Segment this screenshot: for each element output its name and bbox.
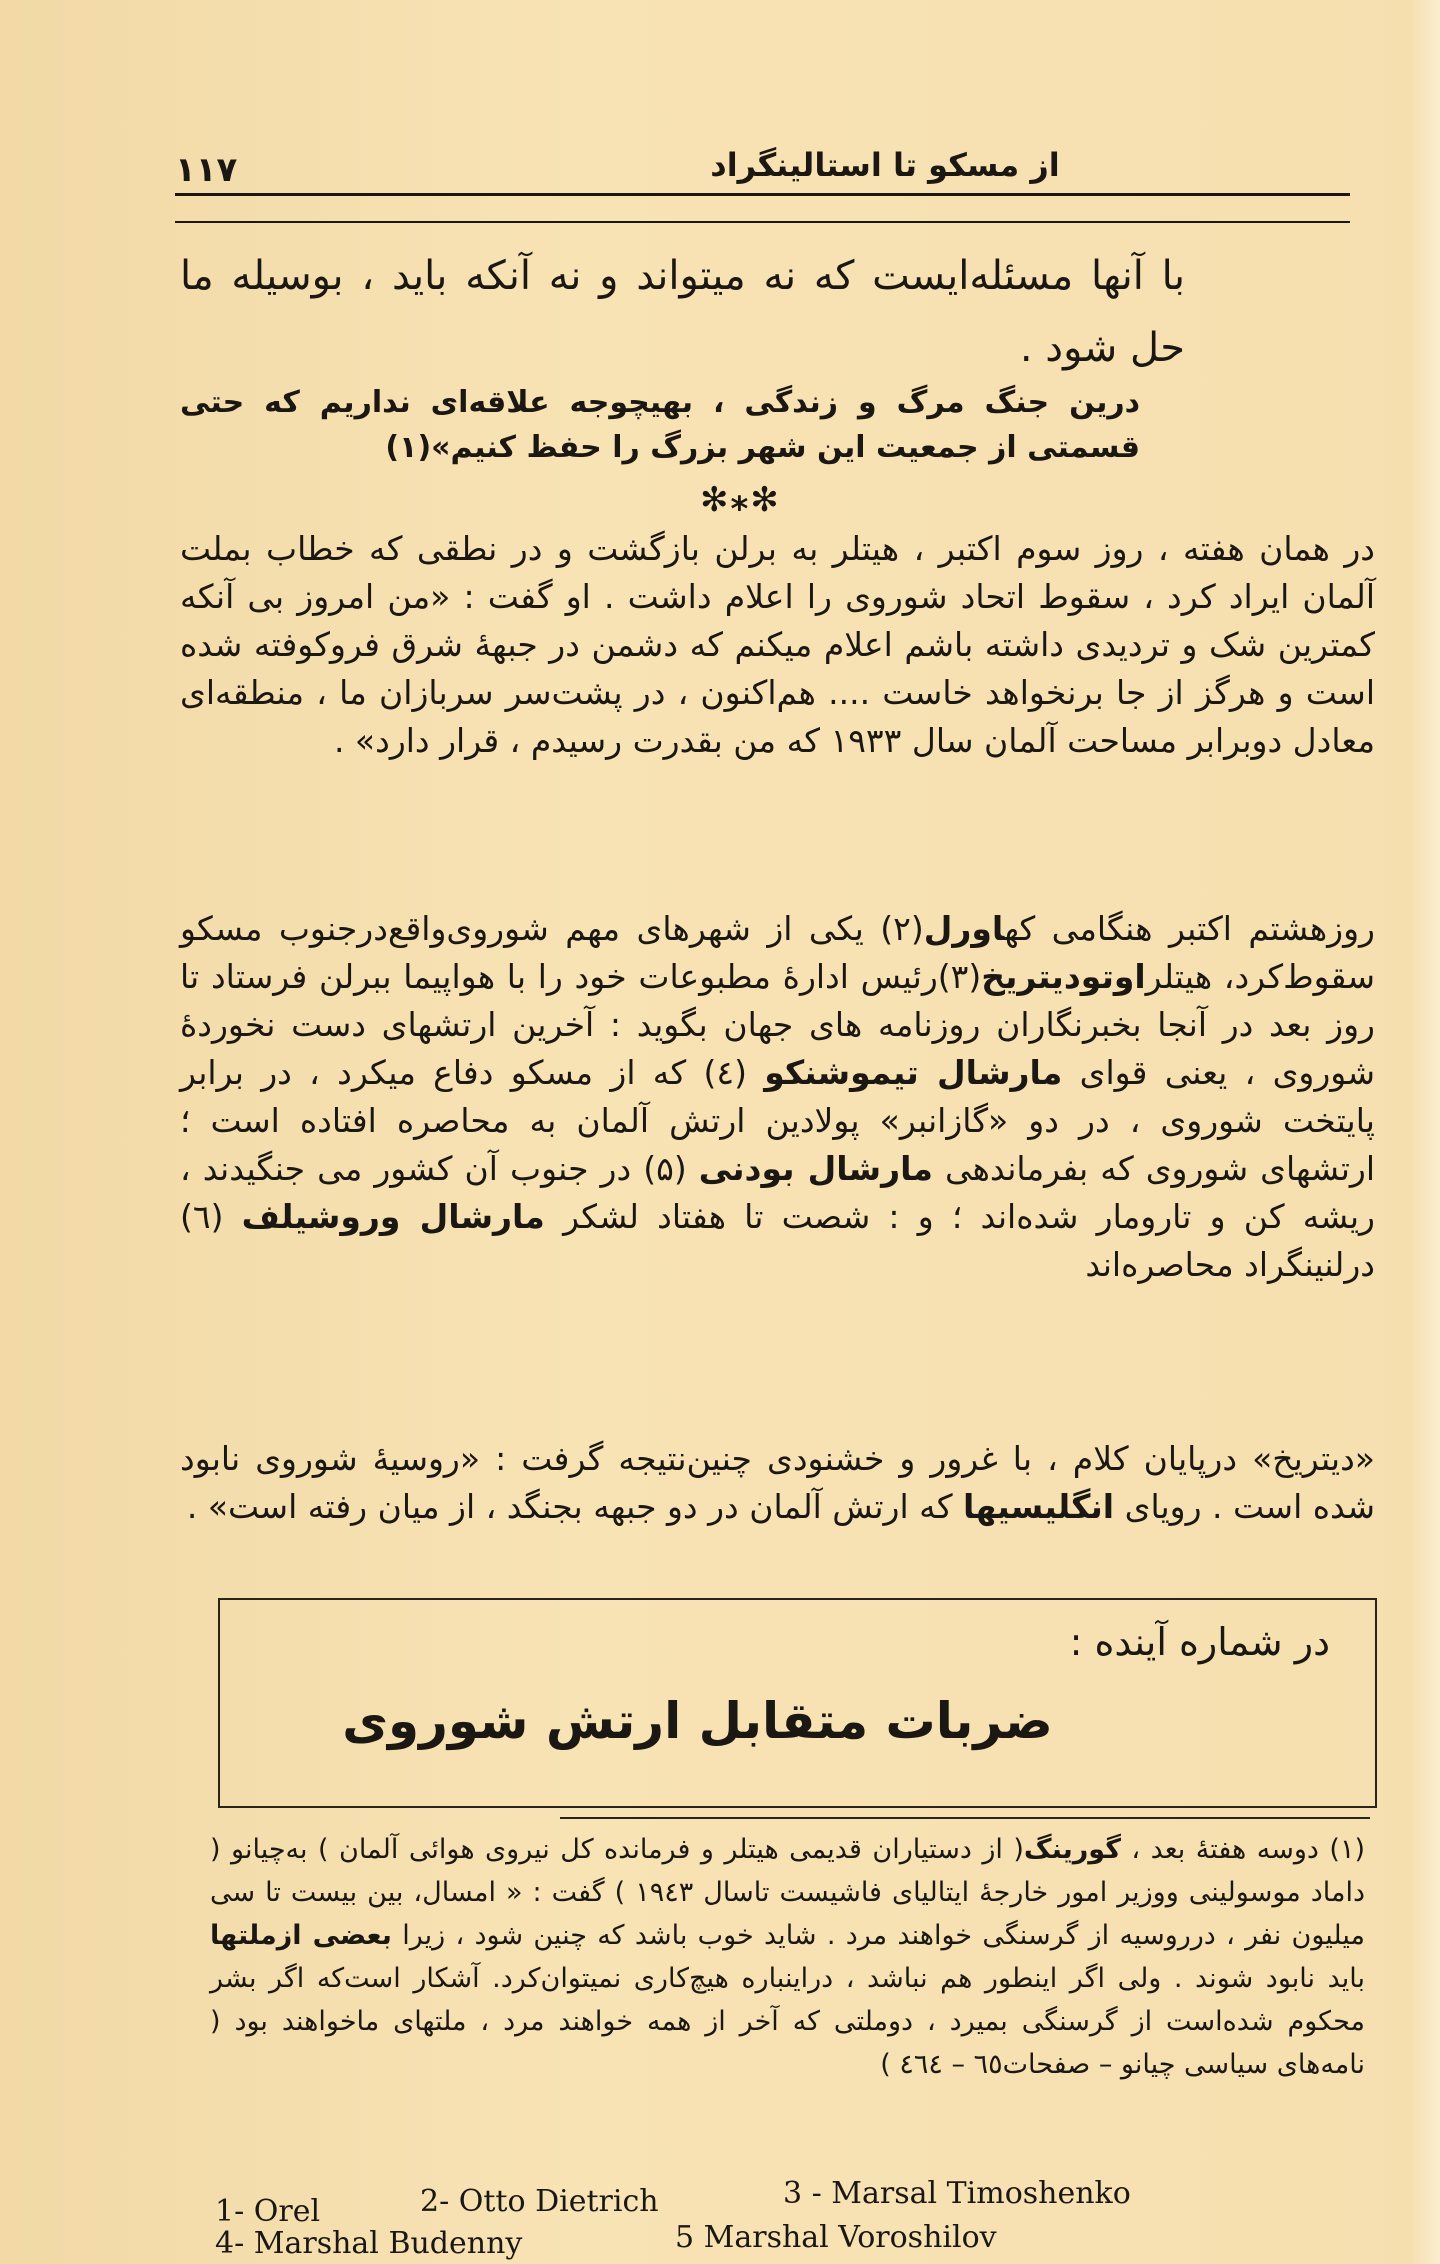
text-run: «دیتریخ» درپایان کلام ، با غرور و خشنودی چنین‌نتیجه گرفت : «روسیهٔ شوروی نابود شده است . رویای xyxy=(180,1439,1375,1526)
name-goering: گورینگ xyxy=(1023,1834,1121,1865)
name-dietrich: اوتودیتریخ xyxy=(981,957,1146,996)
text-run: ( از دستیاران قدیمی هیتلر و فرمانده کل نیروی هوائی آلمان ) به‌چیانو ( داماد موسولینی ووزیر امور خارجهٔ ایتالیای فاشیست تاسال ۱۹٤۳ ) گفت : « امسال، بین بیست تا سی میلیون نفر ، درروسیه از گرسنگی خواهند مرد . شاید خوب باشد که چنین شود ، زیرا xyxy=(210,1834,1365,1951)
next-issue-box xyxy=(218,1598,1377,1808)
text-run: (٤) که از مسکو دفاع میکرد ، در برابر پایتخت شوروی ، در دو «گازانبر» پولادین ارتش آلمان به محاصره افتاده است ؛ ارتشهای شوروی که بفرماندهی xyxy=(180,1053,1375,1188)
name-timoshenko: مارشال تیموشنکو xyxy=(764,1053,1063,1092)
paragraph-hitler-speech: در همان هفته ، روز سوم اکتبر ، هیتلر به برلن بازگشت و در نطقی که خطاب بملت آلمان ایراد کرد ، سقوط اتحاد شوروی را اعلام داشت . او گفت : «من امروز بی آنکه کمترین شک و تردیدی داشته باشم اعلام میکنم که دشمن در جبههٔ شرق فروکوفته شده است و هرگز از جا برنخواهد خاست .... هم‌اکنون ، در پشت‌سر سربازان ما ، منطقه‌ای معادل دوبرابر مساحت آلمان سال ۱۹۳۳ که من بقدرت رسیدم ، قرار دارد» . xyxy=(180,529,1375,760)
text-run: باید نابود شوند . ولی اگر اینطور هم نباشد ، دراینباره هیچ‌کاری نمیتوان‌کرد. آشکار است‌که اگر بشر محکوم شده‌است از گرسنگی بمیرد ، دوملتی که آخر از همه خواهند مرد ، ملتهای ماخواهند بود ( نامه‌های سیاسی چیانو – صفحات٦٥ – ٤٦٤ ) xyxy=(210,1963,1365,2080)
name-orel: اورل xyxy=(923,909,1005,948)
section-separator: ✻⁎✻ xyxy=(700,480,781,520)
reference-2: 2- Otto Dietrich xyxy=(420,2184,659,2219)
text-run: روزهشتم اکتبر هنگامی که xyxy=(1004,909,1375,948)
footnote-rule xyxy=(560,1817,1370,1819)
text-run: (٦) درلنینگراد محاصره‌اند xyxy=(180,1197,1375,1284)
reference-5: 5 Marshal Voroshilov xyxy=(675,2220,997,2255)
footnote xyxy=(210,1828,1365,2086)
name-references xyxy=(215,2176,1215,2262)
intro-paragraph: با آنها مسئله‌ایست که نه میتواند و نه آنکه باید ، بوسیله ما حل شود . xyxy=(180,253,1185,371)
reference-3: 3 - Marsal Timoshenko xyxy=(783,2176,1131,2211)
word-english: انگلیسیها xyxy=(963,1487,1115,1526)
next-issue-lead: در شماره آینده : xyxy=(1069,1620,1330,1664)
paragraph-dietrich-conclusion xyxy=(180,1435,1375,1531)
running-title: از مسکو تا استالینگراد xyxy=(710,146,1060,184)
page-edge xyxy=(1412,0,1440,2264)
text-run: که ارتش آلمان در دو جبهه بجنگد ، از میان رفته است» . xyxy=(186,1487,953,1526)
phrase-some-nations: بعضی ازملتها xyxy=(210,1920,392,1951)
header-rule-secondary xyxy=(175,221,1350,223)
text-run: (۵) در جنوب آن کشور می جنگیدند ، ریشه کن و تارومار شده‌اند ؛ و : شصت تا هفتاد لشکر xyxy=(180,1149,1375,1236)
next-issue-title: ضربات متقابل ارتش شوروی xyxy=(342,1692,1053,1750)
page-number: ۱۱۷ xyxy=(175,150,238,190)
name-voroshilov: مارشال وروشیلف xyxy=(241,1197,545,1236)
header-rule xyxy=(175,193,1350,196)
text-run: (۳)رئیس ادارهٔ مطبوعات خود را با هواپیما ببرلن فرستاد تا روز بعد در آنجا بخبرنگاران روزنامه های جهان بگوید : آخرین ارتشهای دست نخوردهٔ شوروی ، یعنی قوای xyxy=(180,957,1375,1092)
paragraph-orel-fall xyxy=(180,905,1375,1289)
bold-quote: درین جنگ مرگ و زندگی ، بهیچوجه علاقه‌ای نداریم که حتی قسمتی از جمعیت این شهر بزرگ را حفظ کنیم»(۱) xyxy=(180,385,1140,465)
reference-4: 4- Marshal Budenny xyxy=(215,2226,523,2261)
name-budenny: مارشال بودنی xyxy=(698,1149,933,1188)
page-header xyxy=(175,140,1350,190)
reference-1: 1- Orel xyxy=(215,2194,321,2229)
text-run: (۲) یکی از شهرهای مهم شوروی‌واقع‌درجنوب مسکو سقوط‌کرد، هیتلر xyxy=(180,909,1375,996)
text-run: (۱) دوسه هفتهٔ بعد ، xyxy=(1131,1834,1365,1865)
